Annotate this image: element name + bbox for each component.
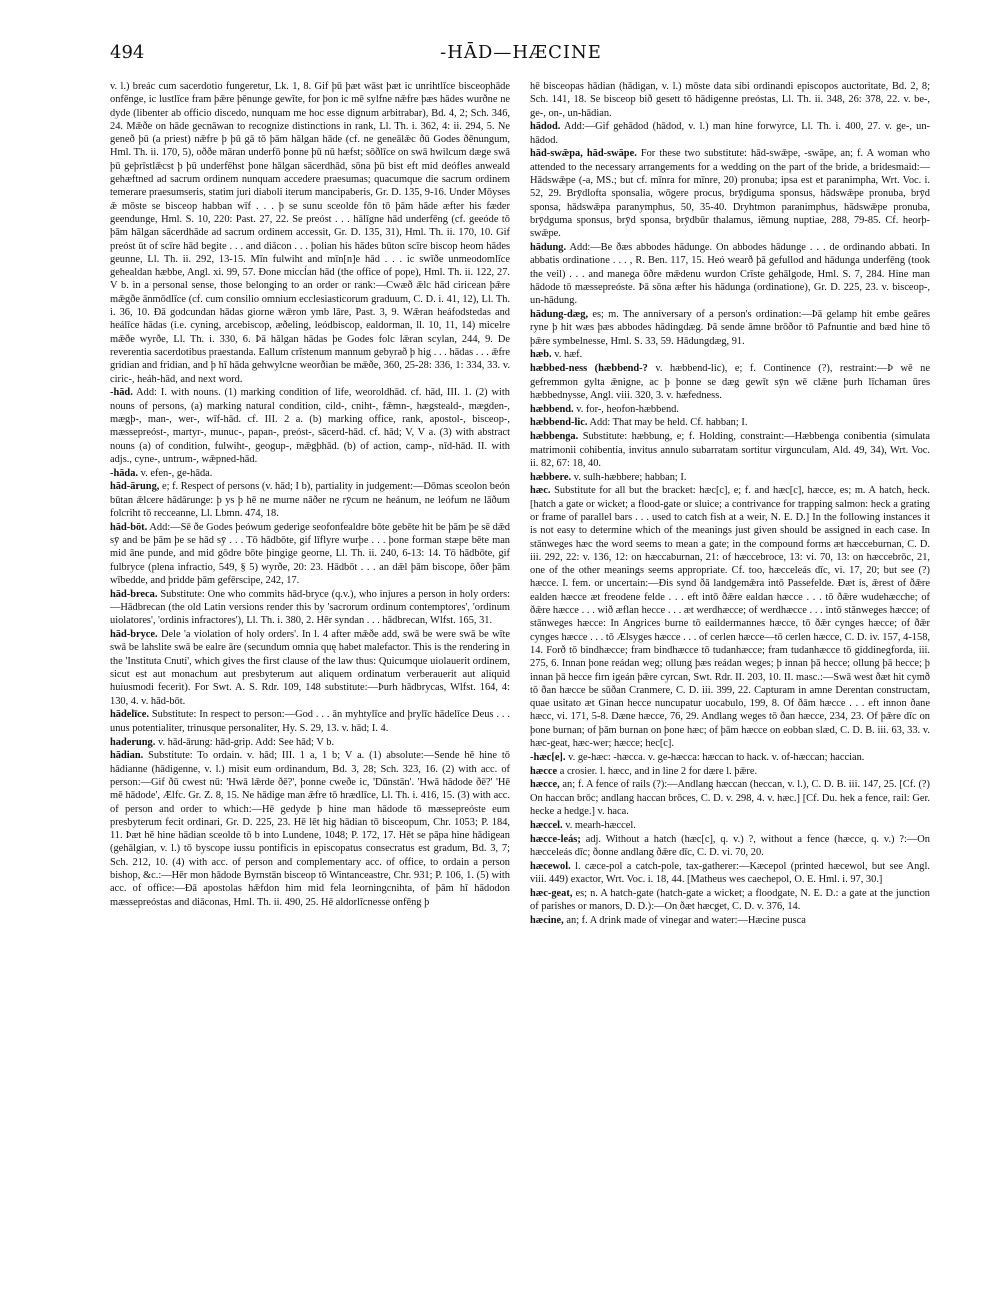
entry-headword: hādung.	[530, 242, 567, 254]
dictionary-entry	[110, 467, 510, 480]
entry-headword: hād-breca.	[110, 588, 158, 600]
dictionary-entry	[530, 120, 930, 147]
entry-headword: hæccel.	[530, 819, 563, 831]
entry-text: Substitute: One who commits hād-bryce (q.v.), who injures a person in holy orders:—Hādbrecan (the old Latin versions render this by 'sacrorum ordinum contemptores', 'ordinum uiolatores', 'ordinis infractores'), Ll. Th. i. 380, 2. Hēr syndan . . . hādbrecan, Wlfst. 165, 31.	[110, 588, 510, 627]
dictionary-entry	[530, 348, 930, 361]
right-column	[530, 80, 930, 1230]
entry-text: hē bisceopas hādian (hādigan, v. l.) mōste data sibi ordinandi episcopos auctoritate, Bd. 2, 8; Sch. 141, 18. Se bisceop bið gesett tō hādigenne preóstas, Ll. Th. ii. 348, 26: 378, 22. v. be-, ge-, on-, un-hādian.	[530, 81, 930, 119]
dictionary-entry	[110, 708, 510, 735]
dictionary-entry	[110, 749, 510, 909]
dictionary-entry	[530, 833, 930, 860]
running-head: -HĀD—HÆCINE	[440, 42, 602, 63]
dictionary-entry	[530, 147, 930, 240]
entry-text: For these two substitute: hād-swǣpe, -swāpe, an; f. A woman who attended to the necessary arrangements for a wedding on the part of the bride, a bridesmaid:—Hādswǣpe (-a, MS.; but cf. mīnra for mīnre, 20) pronuba; ipsa est et paranimpha, Wrt. Voc. i. 52, 29. Brȳdlofta sponsalia, wōgere procus, brȳdiguma sponsus, hādswǣpe pronuba, brȳd sponsa, hādswǣpa paranymphus, 50, 35-40. Dryhtmon paranimphus, hādswǣpe pronuba, brȳdguma sponsus, brȳd sponsa, brȳdbūr thalamus, iēmung nuptiae, 288, 79-85. Cf. heorþ-swǣpe.	[530, 148, 930, 240]
entry-headword: hæcine,	[530, 914, 564, 926]
entry-headword: hād-bryce.	[110, 629, 158, 641]
dictionary-entry	[110, 736, 510, 749]
dictionary-entry	[530, 860, 930, 887]
entry-text: Dele 'a violation of holy orders'. In l. 4 after mǣðe add, swā be were swā be wīte swā be lahslite swā be ealre āre (secundum omnia quę habet malefactor. This is the rendering in the 'Instituta Cnuti', which gives the first clause of the law thus: Quicumque uiolauerit ordinem, sicut est aut monachum aut presbyterum aut aliquem ordinatum verberauerit aut aliquid huiusmodi fecerit). For Swt. A. S. Rdr. 109, 148 substitute:—Þurh hādbrycas, Wlfst. 164, 4: 130, 4. v. hād-bōt.	[110, 629, 510, 707]
entry-text: v. hād-ārung: hād-grip. Add: See hād; V b.	[157, 736, 335, 748]
dictionary-entry	[530, 80, 930, 120]
dictionary-entry	[110, 480, 510, 520]
entry-headword: -hād.	[110, 387, 133, 399]
entry-text: es; m. The anniversary of a person's ordination:—Þā gelamp hit embe geāres ryne þ hit wæs þæs abbodes hādingdæg. Þā sende āmne brōðor tō Pafnuntie and bæd hine tō þǣre symbelnesse, Hml. S. 33, 59. Hādungdæg, 91.	[530, 309, 930, 347]
entry-headword: hæcce	[530, 765, 558, 777]
entry-headword: hæb.	[530, 349, 552, 361]
dictionary-entry	[530, 778, 930, 818]
entry-headword: hæcce-leás;	[530, 833, 581, 845]
entry-text: Add:—Sē ðe Godes þeówum gederige seofonfealdre bōte gebēte hit be þām þe sē dǣd sȳ and be þām þe se hād sȳ . . . Tō hādbōte, gif līflyre wurþe . . . þone forman stæpe bēte man mid āne punde, and mid gōdre bōte þingige georne, Ll. Th. ii. 240, 6-13: 14. Tō hādbōte, gif fulbryce (plena infractio, 549, § 5) wyrðe, 20: 23. Hādbōt . . . an dǣl þām biscope, ōðer þām wībedde, and þridde þām gefērscipe, 242, 17.	[110, 521, 510, 586]
dictionary-entry	[530, 819, 930, 832]
entry-text: v. sulh-hæbbere; habban; I.	[573, 471, 687, 483]
entry-headword: -hæc[e].	[530, 751, 566, 763]
entry-text: Add: That may be held. Cf. habban; I.	[589, 417, 748, 429]
entry-headword: hæbbed-ness (hæbbend-?	[530, 363, 648, 375]
dictionary-entry	[530, 308, 930, 348]
dictionary-entry	[530, 430, 930, 470]
dictionary-entry	[110, 80, 510, 386]
dictionary-entry	[110, 386, 510, 466]
entry-text: adj. Without a hatch (hæc[c], q. v.) ?, without a fence (hæcce, q. v.) ?:—On hæcceleás dīc; ðonne andlang ðǣre dīc, C. D. vi. 70, 20.	[530, 833, 930, 858]
entry-text: a crosier. l. hæcc, and in line 2 for dære l. þǣre.	[559, 765, 758, 777]
entry-headword: -hāda.	[110, 467, 139, 479]
entry-text: e; f. Respect of persons (v. hād; I b), partiality in judgement:—Dōmas sceolon beón būtan ǣlcere hādārunge: þ ys þ hē ne murne nāðer ne rȳcum ne heánum, ne leófum ne lāðum folcriht tō recceanne, Ll. Lbmn. 474, 18.	[110, 481, 510, 519]
entry-text: v. efen-, ge-hāda.	[140, 467, 213, 479]
dictionary-entry	[530, 416, 930, 429]
entry-text: Substitute: In respect to person:—God . . . ān myhtylīce and þrylīc hādelīce Deus . . . unus potentialiter, trinusque personaliter, Hy. S. 29, 13. v. hād; I. 4.	[110, 709, 510, 734]
dictionary-entry	[530, 914, 930, 927]
page-header	[110, 42, 932, 68]
entry-text: v. for-, heofon-hæbbend.	[576, 403, 679, 415]
entry-headword: hæbbere.	[530, 471, 572, 483]
entry-text: an; f. A drink made of vinegar and water:—Hæcine pusca	[566, 914, 806, 926]
dictionary-entry	[530, 362, 930, 402]
left-column	[110, 80, 510, 1230]
dictionary-entry	[530, 484, 930, 750]
entry-text: v. l.) breác cum sacerdotio fungeretur, Lk. 1, 8. Gif þū þæt wāst þæt ic unrihtlīce bisceophāde onfēnge, ic lustlīce fram þǣre þēnunge gewīte, for þon ic mē sylfne nǣfre þæs hādes wurðne ne dyde (libenter ab officio discedo, nunquam me hoc esse dignum arbitrabar), Bd. 4, 2; Sch. 346, 24. Mǣðe on hāde gecnāwan to recognize distinctions in rank, Ll. Th. i. 362, 4: ii. 294, 5. Ne geneð þū (a priest) nǣfre þ þū gā tō þām hālgan hāde (cf. ne geneālǣc ðū Godes ðēnungum, Hml. Th. ii. 170, 5), oððe māran underfō þonne þū nū hæfst; sōðlīce on swā hwilcum dæge swā þū geþrīstlǣcst þ þū underfēhst þone hālgan sācerdhād, sōna þū bist eft mid deófles anweald gehæftned ad sacrum ordinem nunquam accedere praesumas; quacumque die sacrum ordinem temerare praesumseris, statim juri diaboli iterum mancipaberis, Gr. D. 135, 9-16. Under Mōyses ǣ mōste se bisceop habban wīf . . . þ se sunu sceolde fōn tō þām hāde æfter his fæder geendunge, Hml. S. 10, 220: Past. 27, 22. Se preóst . . . hālīgne hād underfēng (cf. geeóde tō þām hālgan sācerdhāde ad sacrum ordinem accessit, Gr. D. 135, 31), Hml. Th. ii. 170, 10. Gif preóst ūt of scīre hād begite . . . and diācon . . . þolian his hādes būton scīre biscop heom hādes geunne, Ll. Th. ii. 292, 13-15. Mīn fulwiht and mīn[n]e hād . . . ic swīðe unmeodomlīce gehealdan hæbbe, Angl. xi. 99, 57. Ðone miccĺan hād (the office of pope), Hml. Th. ii. 122, 27. V b. in a personal sense, those belonging to an order or rank:—Cwæð ǣlc hād ciricean þǣre mǣgðe ānmōdlīce (cf. cum consilio omnium ecclesiasticorum graduum, C. D. i. 41, 12), Ll. Th. i. 36, 10. Ðā godcundan hādas giorne wǣron ymb lāre, Past. 3, 9. Wǣran heáfodstedas and heálīce hādas (i.e. cyning, arcebiscop, æðeling, leódbiscop, ealdorman, ll. 10, 11, 14) micelre mǣðe wyrðe, Ll. Th. i. 330, 6. Þā hālgan hādas þe Godes folc lǣran scylan, 244, 9. De reverentia sacerdotibus praestanda. Eallum crīstenum mannum gebyrað þ hig . . . hādas . . . ǣfre gridian and fridian, and þ hī hāda gehwylcne weorðian be mǣðe, 360, 25-28: 336, 1: 334, 33. v. ciric-, heáh-hād, and next word.	[110, 81, 510, 385]
entry-headword: hæbbenga.	[530, 431, 579, 443]
entry-text: l. cæce-pol a catch-pole, tax-gatherer:—Kæcepol (printed hæcewol, but see Angl. viii. 449) exactor, Wrt. Voc. i. 18, 44. [Matheus wes caechepol, O. E. Hml. i. 97, 30.]	[530, 860, 930, 886]
entry-headword: hād-swǣpa, hād-swāpe.	[530, 148, 637, 160]
entry-text: Add:—Gif gehādod (hādod, v. l.) man hine forwyrce, Ll. Th. i. 400, 27. v. ge-, un-hādod.	[530, 121, 930, 146]
entry-headword: hæc.	[530, 485, 551, 497]
entry-text: es; n. A hatch-gate (hatch-gate a wicket; a floodgate, N. E. D.: a gate at the junction of parishes or manors, D. D.):—On ðæt hæcget, C. D. v. 376, 14.	[530, 887, 930, 913]
entry-text: Add: I. with nouns. (1) marking condition of life, weoroldhād. cf. hād, III. 1. (2) with nouns of persons, (a) marking natural condition, cild-, cniht-, fǣmn-, hægsteald-, mægden-, mægþ-, man-, wer-, wīf-hād. cf. III. 2 a. (b) marking office, rank, apostol-, bisceop-, mæssepreóst-, martyr-, munuc-, papan-, preóst-, sācerd-hād. cf. hād; V, V a. (3) with abstract nouns (a) of condition, fulwiht-, geogup-, mǣgþhād. (b) of action, camp-, nīd-hād. II. with adjs., cyne-, untrum-, wǣpned-hād.	[110, 387, 510, 465]
entry-text: v. hæf.	[554, 349, 583, 361]
dictionary-entry	[110, 628, 510, 708]
entry-text: Add:—Be ðæs abbodes hādunge. On abbodes hādunge . . . de ordinando abbati. In abbatis ordinatione . . . , R. Ben. 117, 15. Heó wearð þā gefullod and hādunga underfēng (took the veil) . . . and manega ōðre mǣdenu wurdon Crīste gehālgode, Hml. S. 7, 284. Hine man hādode tō mæssepreóste. Þā sōna æfter his hādunga (ordinatione), Gr. D. 225, 23. v. bisceop-, un-hādung.	[530, 242, 930, 307]
entry-headword: hādod.	[530, 121, 561, 133]
entry-headword: hæbbend-lic.	[530, 417, 588, 429]
entry-headword: hæbbend.	[530, 403, 574, 415]
entry-headword: hādung-dæg,	[530, 309, 589, 321]
entry-headword: haderung.	[110, 736, 156, 748]
dictionary-entry	[110, 521, 510, 587]
dictionary-entry	[530, 765, 930, 778]
dictionary-entry	[110, 588, 510, 628]
dictionary-entry	[530, 241, 930, 307]
entry-text: v. hæbbend-lic), e; f. Continence (?), restraint:—Þ wē ne gefremmon gylta ǣnigne, ac þ þonne se dæg gewīt sȳn wē clǣne þurh līchaman ūres hæbbednysse, Angl. viii. 320, 3. v. hæfedness.	[530, 363, 930, 401]
entry-text: v. ge-hæc: -hæcca. v. ge-hæcca: hæccan to hack. v. of-hæccan; haccian.	[568, 751, 865, 763]
entry-text: an; f. A fence of rails (?):—Andlang hæccan (heccan, v. l.), C. D. B. iii. 147, 25. [Cf. (?) On haccan brōc; andlang haccan brōces, C. D. v. 298, 4. v. hæc.] [Cf. Du. hek a fence, rail: Ger. hecke a hedge.] v. haca.	[530, 779, 930, 818]
entry-headword: hæcewol.	[530, 860, 571, 872]
entry-text: Substitute: To ordain. v. hād; III. 1 a, 1 b; V a. (1) absolute:—Sende hē hine tō hādianne (hādigenne, v. l.) misit eum ordinandum, Bd. 3, 28; Sch. 323, 16. (2) with acc. of person:—Gif ðū cwest nū: 'Hwā lǣrde ðē?', þonne cweðe ic, 'Dūnstān'. 'Hwā hādode ðē?' 'Hē mē hādode', Ælfc. Gr. Z. 8, 15. Ne hādige man ǣfre tō hrædlīce, Ll. Th. i. 416, 15. (3) with acc. of person and order to which:—Hē gedyde þ hine man hādode tō mæssepreóste eum presbyterum fecit ordinari, Gr. D. 225, 23. Hē lēt hig hādian tō bisceopum, Chr. 1053; P. 184, 11. Þæt hē hine hādian sceolde tō b into Lundene, 1048; P. 172, 17. Hēt se pāpa hine hādigean (gehālgian, v. l.) tō byscope iussu pontificis in episcopatus consecratus est gradum, Bd. 3, 7; Sch. 212, 10. (4) with acc. of person and complementary acc. of office, to ordain a person bishop, &c.:—Hēr mon hādode Byrnstān bisceop tō Wintanceastre, Chr. 931; P. 106, 1. (5) with acc. of office:—Ðā apostolas hǣfdon him mid fela leorningcnihta, of þām hī hādodon mæssepreóstas and diāconas, Hml. Th. ii. 490, 25. Hē aldorlīcnesse onfēng þ	[110, 750, 510, 908]
dictionary-entry	[530, 403, 930, 416]
entry-headword: hād-bōt.	[110, 521, 148, 533]
entry-text: Substitute: hæbbung, e; f. Holding, constraint:—Hæbbenga conibentia (simulata matrimonii cohibentia, invitus annulo subarratam sortitur virgunculam, Ald. 49, 34), Wrt. Voc. ii. 82, 67: 18, 40.	[530, 431, 930, 469]
dictionary-entry	[530, 887, 930, 914]
dictionary-entry	[530, 751, 930, 764]
entry-headword: hād-ārung,	[110, 481, 160, 493]
entry-text: Substitute for all but the bracket: hæc[c], e; f. and hæc[c], hæcce, es; m. A hatch, heck. [hatch a gate or wicket; a flood-gate or sluice; a contrivance for trapping salmon: heck a grating or frame of parallel bars . . . used to catch fish at a weir, N. E. D.] In the following instances it is not easy to determine which of the meanings just given should be assigned in each case. In stānweges hæc the word seems to mean a gate; in the compound forms æt hæcceburnan, C. D. iii. 292, 22: v. 136, 12: on hæccaburnan, 21: of hæccebroce, 13: vi. 70, 13: on hæccebrōc, 21, one of the other meanings seems appropriate. Cf. too, hæcceleás dīc, vi. 17, 20; but see (?) hæcce. I. fem. or uncertain:—Ðis synd ðā landgemǣra intō Passefelde. Ðæt is, ǣrest of ðǣre ealden hæcce æt freodene felde . . . eft intō ðǣre ealdan hæcce . . . tō ðǣre wudehæcche; of ðǣre hæcce . . . wið æflan hecce . . . æt werdhæcce; of werdhæcce . . . intō stānweges hæcce; of stānweges hæcce: In Angrices burne tō eaildermannes hæcce, tō ðǣr cynges hæcce; of ðǣr cynges hæcce . . . tō Ælsyges hæcce . . . of cerlen hæcce—tō cerlen hæcce, C. D. iv. 157, 4-158, 14. Forð tō bindhæcce; fram bindhæcce tō tudanhæcce; fram tudanhæcce tō giddinegforda, iii. 275, 6. Innan þone reádan weg; ollung þæs reádan weges; þ innan þā hecce; ollung þā hecce; þ innan þā hecce firn igeán þǣre cyrcan, Swt. Rdr. II. 203, 10. II. masc.:—Swā west ðæt hit cymð tō ðan hæcce be sūðan Cranmere, C. D. iii. 399, 22. Capturam in amne Derentan constructam, quae usitato æt Ginan hecce nuncupatur uocabulo, 199, 8. Of ðām hæcce . . . eft innon ðane hæcc, vi. 171, 5-8. Dæne hæcce, 76, 29. Andlang weges tō ðan hæcce, 234, 23. Of þǣre dīc on þone burnan; of þām burnan on þone hæc; of þām hæcce on eobban slæd, C. D. B. iii. 63, 33. v. hæc-geat, hæc-wer; hæcce; hec[c].	[530, 485, 930, 750]
page-number: 494	[110, 42, 145, 63]
entry-headword: hādian.	[110, 750, 144, 762]
entry-headword: hæcce,	[530, 779, 560, 791]
dictionary-entry	[530, 471, 930, 484]
entry-headword: hæc-geat,	[530, 887, 573, 899]
entry-text: v. mearh-hæccel.	[565, 819, 636, 831]
entry-headword: hādelīce.	[110, 709, 149, 721]
